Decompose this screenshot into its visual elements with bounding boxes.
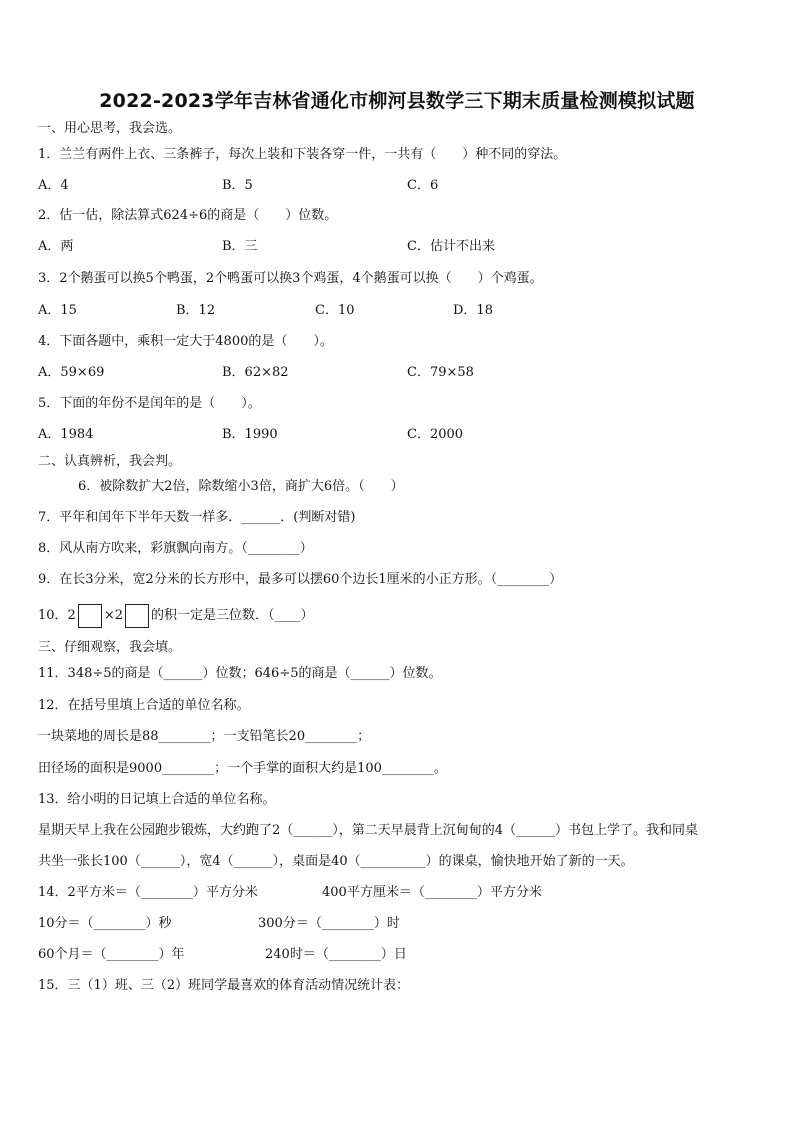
q10-blank-box-2[interactable] xyxy=(125,604,149,628)
question-3: 3．2个鹅蛋可以换5个鸭蛋，2个鸭蛋可以换3个鸡蛋，4个鹅蛋可以换（ ）个鸡蛋。 xyxy=(38,271,543,286)
q3-option-a: A．15 xyxy=(38,303,77,318)
question-10 xyxy=(38,603,314,629)
question-14-e: 60个月＝（________）年 xyxy=(38,947,185,962)
question-14-c: 10分＝（________）秒 xyxy=(38,916,172,931)
q10-blank-box-1[interactable] xyxy=(78,604,102,628)
question-12-line-1: 一块菜地的周长是88________；一支铅笔长20________； xyxy=(38,729,371,744)
q3-option-c: C．10 xyxy=(315,303,355,318)
q2-option-c: C．估计不出来 xyxy=(407,239,495,254)
question-1: 1．兰兰有两件上衣、三条裤子，每次上装和下装各穿一件，一共有（ ）种不同的穿法。 xyxy=(38,147,567,162)
question-14-a: 14．2平方米＝（________）平方分米 xyxy=(38,885,258,900)
q4-option-c: C．79×58 xyxy=(407,365,474,380)
q3-option-b: B．12 xyxy=(176,303,216,318)
q1-option-b: B．5 xyxy=(222,178,253,193)
section-heading-fill: 三、仔细观察，我会填。 xyxy=(38,640,182,655)
page-title: 2022-2023学年吉林省通化市柳河县数学三下期末质量检测模拟试题 xyxy=(99,90,695,112)
question-14-d: 300分＝（________）时 xyxy=(258,916,400,931)
q10-mid: ×2 xyxy=(103,608,123,623)
question-13-line-2: 共坐一张长100（______），宽4（______），桌面是40（__________）的课桌，愉快地开始了新的一天。 xyxy=(38,854,634,869)
q4-option-a: A．59×69 xyxy=(38,365,105,380)
question-13: 13．给小明的日记填上合适的单位名称。 xyxy=(38,792,276,807)
question-14-b: 400平方厘米＝（________）平方分米 xyxy=(322,885,542,900)
q10-suffix: 的积一定是三位数．（____） xyxy=(151,608,314,623)
question-14-f: 240时＝（________）日 xyxy=(265,947,407,962)
question-7: 7．平年和闰年下半年天数一样多．______．(判断对错) xyxy=(38,510,356,525)
q4-option-b: B．62×82 xyxy=(222,365,289,380)
question-5: 5．下面的年份不是闰年的是（ ）。 xyxy=(38,396,261,411)
question-11: 11．348÷5的商是（______）位数；646÷5的商是（______）位数。 xyxy=(38,666,442,681)
question-6: 6．被除数扩大2倍，除数缩小3倍，商扩大6倍。（ ） xyxy=(78,479,404,494)
q1-option-c: C．6 xyxy=(407,178,439,193)
question-12-line-2: 田径场的面积是9000________；一个手掌的面积大约是100________。 xyxy=(38,761,447,776)
q5-option-b: B．1990 xyxy=(222,427,278,442)
section-heading-judge: 二、认真辨析，我会判。 xyxy=(38,454,182,469)
q1-option-a: A．4 xyxy=(38,178,69,193)
question-9: 9．在长3分米，宽2分米的长方形中，最多可以摆60个边长1厘米的小正方形。（________） xyxy=(38,572,563,587)
q10-prefix: 10．2 xyxy=(38,608,76,623)
q5-option-c: C．2000 xyxy=(407,427,464,442)
question-12: 12．在括号里填上合适的单位名称。 xyxy=(38,698,250,713)
q3-option-d: D．18 xyxy=(453,303,493,318)
question-2: 2．估一估，除法算式624÷6的商是（ ）位数。 xyxy=(38,208,338,223)
question-4: 4．下面各题中，乘积一定大于4800的是（ ）。 xyxy=(38,334,333,349)
question-13-line-1: 星期天早上我在公园跑步锻炼，大约跑了2（______），第二天早晨背上沉甸甸的4（______）书包上学了。我和同桌 xyxy=(38,823,699,838)
section-heading-choice: 一、用心思考，我会选。 xyxy=(38,121,182,136)
question-8: 8．风从南方吹来，彩旗飘向南方。（________） xyxy=(38,541,313,556)
q5-option-a: A．1984 xyxy=(38,427,94,442)
question-15: 15．三（1）班、三（2）班同学最喜欢的体育活动情况统计表： xyxy=(38,978,410,993)
q2-option-b: B．三 xyxy=(222,239,258,254)
q2-option-a: A．两 xyxy=(38,239,74,254)
